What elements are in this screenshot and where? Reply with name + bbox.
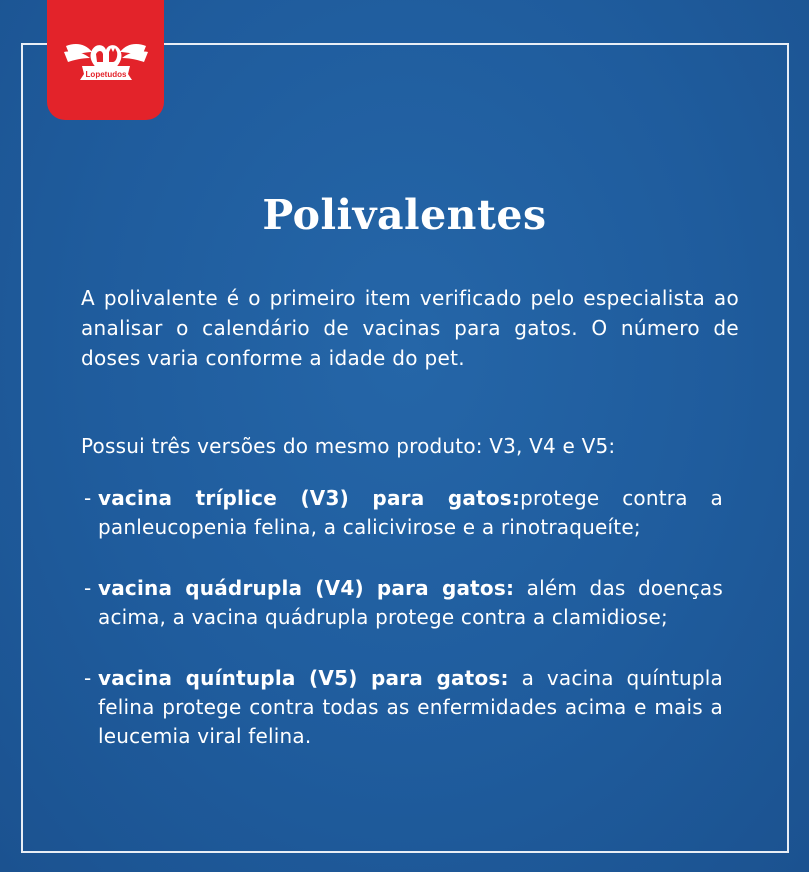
- intro-paragraph: A polivalente é o primeiro item verificado pelo especialista ao analisar o calendário de vacinas para gatos. O número de doses varia conforme a idade do pet.: [81, 286, 739, 370]
- list-item-v5: [81, 664, 723, 751]
- item-heading: vacina quádrupla (V4) para gatos:: [98, 576, 515, 600]
- page-title: Polivalentes: [262, 191, 547, 239]
- item-heading: vacina tríplice (V3) para gatos:: [98, 486, 521, 510]
- list-item-v3: [81, 484, 723, 542]
- bullet-dash: -: [84, 666, 92, 690]
- brand-logo-text: Lopetudos: [85, 70, 126, 79]
- item-heading: vacina quíntupla (V5) para gatos:: [98, 666, 509, 690]
- item-text: protege contra a panleucopenia felina, a calicivirose e a rinotraqueíte;: [98, 486, 723, 539]
- vaccine-list: [81, 484, 723, 751]
- item-text: a vacina quíntupla felina protege contra todas as enfermidades acima e mais a leucemia viral felina.: [98, 666, 723, 748]
- bullet-dash: -: [84, 486, 92, 510]
- item-text: além das doenças acima, a vacina quádrupla protege contra a clamidiose;: [98, 576, 723, 629]
- bullet-dash: -: [84, 576, 92, 600]
- brand-logo-badge[interactable]: [47, 0, 164, 120]
- list-item-v4: [81, 574, 723, 632]
- versions-intro: Possui três versões do mesmo produto: V3, V4 e V5:: [81, 434, 616, 458]
- brand-logo: [56, 32, 156, 88]
